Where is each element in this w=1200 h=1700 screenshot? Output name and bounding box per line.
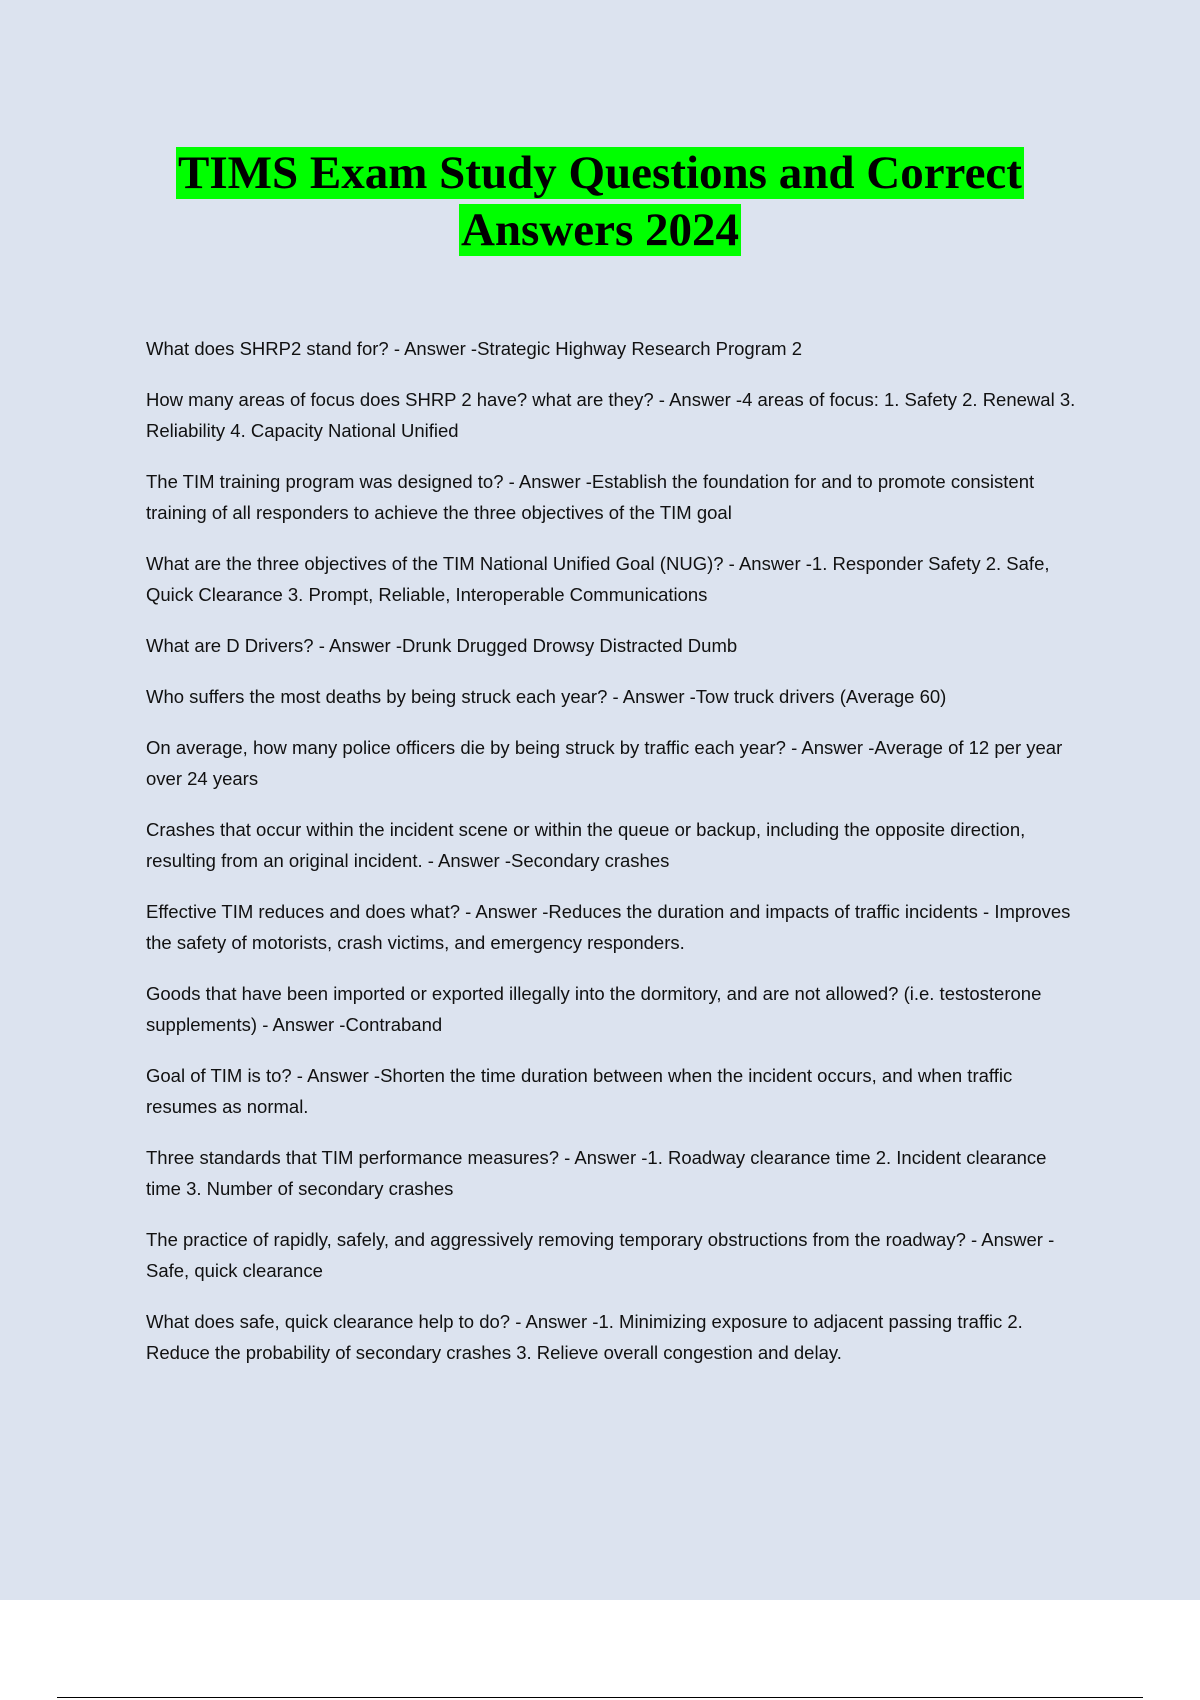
page-footer — [0, 1600, 1200, 1700]
qa-item: Crashes that occur within the incident scene or within the queue or backup, including the opposite direction, resulting from an original incident. - Answer -Secondary crashes — [146, 819, 1026, 871]
qa-item: The practice of rapidly, safely, and aggressively removing temporary obstructions from the roadway? - Answer -Safe, quick clearance — [146, 1229, 1055, 1281]
qa-item: Who suffers the most deaths by being struck each year? - Answer -Tow truck drivers (Average 60) — [146, 686, 947, 707]
footer-divider — [57, 1697, 1143, 1698]
qa-item: Goods that have been imported or exported illegally into the dormitory, and are not allowed? (i.e. testosterone supplements) - Answer -Contraband — [146, 983, 1042, 1035]
qa-item: Effective TIM reduces and does what? - Answer -Reduces the duration and impacts of traffic incidents - Improves the safety of motorists, crash victims, and emergency responders. — [146, 901, 1071, 953]
title-line-1: TIMS Exam Study Questions and Correct — [178, 147, 1022, 199]
qa-item: What are D Drivers? - Answer -Drunk Drugged Drowsy Distracted Dumb — [146, 635, 738, 656]
qa-item: How many areas of focus does SHRP 2 have? what are they? - Answer -4 areas of focus: 1. Safety 2. Renewal 3. Reliability 4. Capacity National Unified — [146, 389, 1076, 441]
title-line-2: Answers 2024 — [460, 204, 740, 256]
qa-item: The TIM training program was designed to? - Answer -Establish the foundation for and to promote consistent training of all responders to achieve the three objectives of the TIM goal — [146, 471, 1035, 523]
qa-list — [146, 333, 1086, 1388]
page-title — [0, 145, 1200, 259]
title-block — [0, 145, 1200, 259]
qa-item: On average, how many police officers die by being struck by traffic each year? - Answer -Average of 12 per year over 24 years — [146, 737, 1063, 789]
qa-item: What does safe, quick clearance help to do? - Answer -1. Minimizing exposure to adjacent passing traffic 2. Reduce the probability of secondary crashes 3. Relieve overall congestion and delay. — [146, 1311, 1023, 1363]
qa-item: What does SHRP2 stand for? - Answer -Strategic Highway Research Program 2 — [146, 338, 803, 359]
qa-item: What are the three objectives of the TIM National Unified Goal (NUG)? - Answer -1. Responder Safety 2. Safe, Quick Clearance 3. Prompt, Reliable, Interoperable Communications — [146, 553, 1050, 605]
qa-item: Goal of TIM is to? - Answer -Shorten the time duration between when the incident occurs, and when traffic resumes as normal. — [146, 1065, 1013, 1117]
qa-item: Three standards that TIM performance measures? - Answer -1. Roadway clearance time 2. Incident clearance time 3. Number of secondary crashes — [146, 1147, 1047, 1199]
